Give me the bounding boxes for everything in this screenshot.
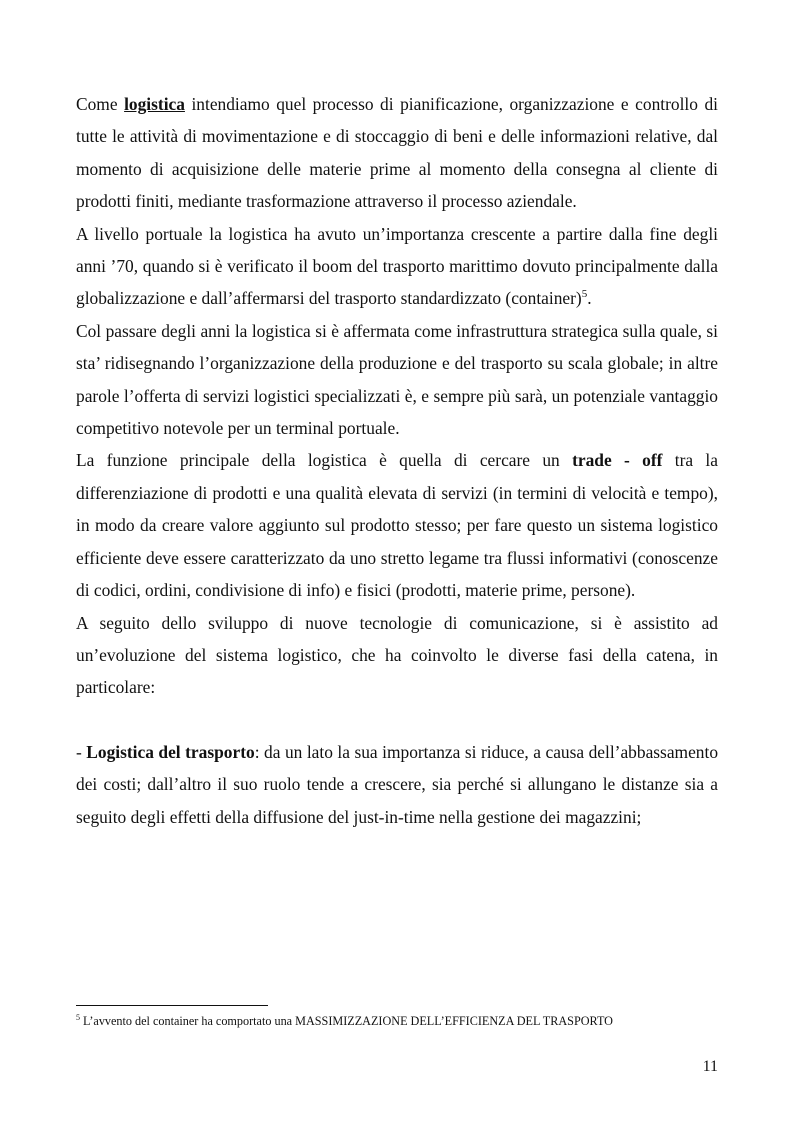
paragraph-strategic-infrastructure bbox=[76, 315, 718, 445]
term-trade-off: trade - off bbox=[572, 450, 663, 471]
paragraph-logistics-definition bbox=[76, 88, 718, 218]
text-segment: A livello portuale la logistica ha avuto un’importanza crescente a partire dalla fine degli anni ’70, quando si è verificato il boom del trasporto marittimo dovuto principalmente dalla globalizzazione e dall’affermarsi del trasporto standardizzato (container) bbox=[76, 223, 718, 309]
text-segment: . bbox=[587, 288, 592, 309]
text-segment: : da un lato la sua importanza si riduce, a causa dell’abbassamento dei costi; dall’altro il suo ruolo tende a crescere, sia perché si allungano le distanze sia a seguito degli effetti della diffusione del just-in-time nella gestione dei magazzini; bbox=[76, 741, 719, 827]
text-segment: - bbox=[76, 741, 87, 762]
paragraph-evolution bbox=[76, 607, 718, 704]
text-segment: A seguito dello sviluppo di nuove tecnologie di comunicazione, si è assistito ad un’evoluzione del sistema logistico, che ha coinvolto le diverse fasi della catena, in particolare: bbox=[76, 612, 718, 698]
text-segment: intendiamo quel processo di pianificazione, organizzazione e controllo di tutte le attività di movimentazione e di stoccaggio di beni e delle informazioni relative, dal momento di acquisizione delle materie prime al momento della consegna al cliente di prodotti finiti, mediante trasformazione attraverso il processo aziendale. bbox=[76, 94, 719, 212]
paragraph-transport-logistics bbox=[76, 736, 718, 833]
page-body bbox=[76, 88, 718, 833]
footnote-reference: 5 bbox=[581, 288, 588, 301]
footnote-text: L’avvento del container ha comportato una MASSIMIZZAZIONE DELL’EFFICIENZA DEL TRASPORTO bbox=[80, 1014, 613, 1028]
footnote bbox=[76, 1013, 726, 1029]
footnote-number: 5 bbox=[76, 1012, 80, 1022]
text-segment: Col passare degli anni la logistica si è affermata come infrastruttura strategica sulla quale, si sta’ ridisegnando l’organizzazione della produzione e del trasporto su scala globale; in altre parole l’offerta di servizi logistici specializzati è, e sempre più sarà, un potenziale vantaggio competitivo notevole per un terminal portuale. bbox=[76, 320, 718, 439]
footnote-separator bbox=[76, 1005, 268, 1006]
term-logistica: logistica bbox=[124, 94, 185, 114]
text-segment: tra la differenziazione di prodotti e una qualità elevata di servizi (in termini di velocità e tempo), in modo da creare valore aggiunto sul prodotto stesso; per fare questo un sistema logistico efficiente deve essere caratterizzato da uno stretto legame tra flussi informativi (conoscenze di codici, ordini, condivisione di info) e fisici (prodotti, materie prime, persone). bbox=[76, 450, 718, 601]
text-segment: La funzione principale della logistica è quella di cercare un bbox=[76, 450, 573, 471]
text-segment: Come bbox=[76, 94, 125, 114]
paragraph-port-logistics bbox=[76, 218, 718, 315]
page-number: 11 bbox=[702, 1058, 718, 1075]
term-logistica-del-trasporto: Logistica del trasporto bbox=[86, 741, 255, 762]
paragraph-trade-off bbox=[76, 444, 718, 606]
